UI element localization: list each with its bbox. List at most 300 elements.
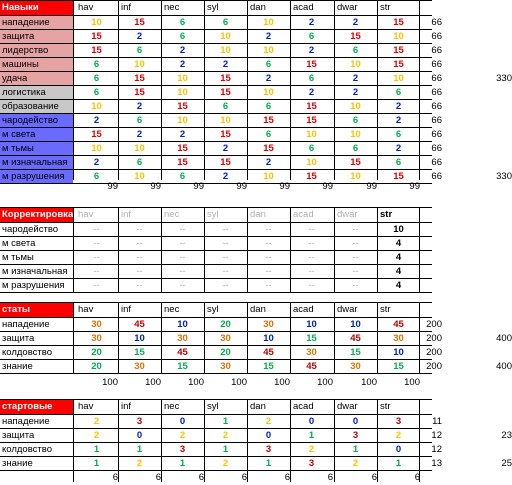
value-cell[interactable]: 3 xyxy=(395,416,402,427)
value-cell[interactable]: 10 xyxy=(134,333,145,344)
value-cell[interactable]: 2 xyxy=(265,31,272,42)
row-label[interactable]: логистика xyxy=(0,86,73,100)
value-cell[interactable]: 45 xyxy=(134,319,145,330)
value-cell[interactable]: 2 xyxy=(136,129,143,140)
value-cell[interactable]: 15 xyxy=(393,59,404,70)
value-cell[interactable]: 2 xyxy=(352,87,359,98)
value-cell[interactable]: 15 xyxy=(177,101,188,112)
row-label[interactable]: колдовство xyxy=(2,347,52,358)
value-cell[interactable]: 2 xyxy=(179,129,186,140)
value-cell[interactable]: 10 xyxy=(350,319,361,330)
value-cell[interactable]: 0 xyxy=(136,430,143,441)
row-total[interactable]: 200 xyxy=(426,347,442,358)
column-sum[interactable]: 99 xyxy=(150,181,161,192)
value-cell[interactable]: 30 xyxy=(306,347,317,358)
value-cell[interactable]: -- xyxy=(222,266,229,277)
value-cell[interactable]: 2 xyxy=(395,115,402,126)
row-extra[interactable] xyxy=(444,346,512,360)
value-cell[interactable]: 4 xyxy=(395,266,402,277)
value-cell[interactable]: 2 xyxy=(308,87,315,98)
row-label[interactable]: чародейство xyxy=(0,114,73,128)
row-total[interactable]: 200 xyxy=(426,333,442,344)
column-header[interactable]: inf xyxy=(121,304,132,315)
row-extra[interactable] xyxy=(444,100,512,114)
value-cell[interactable]: -- xyxy=(93,238,100,249)
value-cell[interactable]: 15 xyxy=(177,157,188,168)
column-header[interactable]: dan xyxy=(250,304,266,315)
value-cell[interactable]: 6 xyxy=(93,59,100,70)
row-total[interactable]: 66 xyxy=(431,143,442,154)
value-cell[interactable]: 2 xyxy=(179,430,186,441)
row-extra[interactable] xyxy=(444,128,512,142)
row-total[interactable]: 200 xyxy=(426,361,442,372)
row-total[interactable]: 66 xyxy=(431,73,442,84)
row-label[interactable]: м разрушения xyxy=(2,280,65,291)
value-cell[interactable]: -- xyxy=(136,238,143,249)
value-cell[interactable]: 15 xyxy=(134,87,145,98)
row-total[interactable]: 66 xyxy=(431,31,442,42)
column-sum[interactable]: 100 xyxy=(145,377,161,388)
value-cell[interactable]: 45 xyxy=(177,347,188,358)
value-cell[interactable]: 2 xyxy=(179,59,186,70)
value-cell[interactable]: 1 xyxy=(179,458,186,469)
row-label[interactable]: колдовство xyxy=(2,444,52,455)
value-cell[interactable]: 30 xyxy=(220,361,231,372)
value-cell[interactable]: 10 xyxy=(263,87,274,98)
value-cell[interactable]: 2 xyxy=(395,143,402,154)
value-cell[interactable]: 6 xyxy=(352,115,359,126)
row-total[interactable]: 66 xyxy=(431,59,442,70)
row-extra[interactable]: 400 xyxy=(496,361,512,372)
value-cell[interactable]: 6 xyxy=(308,143,315,154)
column-sum[interactable]: 99 xyxy=(279,181,290,192)
value-cell[interactable]: 20 xyxy=(91,361,102,372)
value-cell[interactable]: -- xyxy=(136,280,143,291)
value-cell[interactable]: -- xyxy=(308,280,315,291)
value-cell[interactable]: -- xyxy=(308,252,315,263)
value-cell[interactable]: 15 xyxy=(134,73,145,84)
value-cell[interactable]: 10 xyxy=(263,45,274,56)
column-header[interactable]: str xyxy=(380,209,393,220)
column-sum[interactable]: 99 xyxy=(366,181,377,192)
row-label[interactable]: лидерство xyxy=(0,44,73,58)
column-header[interactable]: syl xyxy=(207,401,219,412)
column-sum[interactable]: 100 xyxy=(361,377,377,388)
value-cell[interactable]: 6 xyxy=(395,87,402,98)
column-header[interactable]: nec xyxy=(164,2,180,13)
row-label[interactable]: знание xyxy=(2,458,33,469)
row-label[interactable]: м света xyxy=(0,128,73,142)
value-cell[interactable]: -- xyxy=(136,266,143,277)
value-cell[interactable]: -- xyxy=(136,224,143,235)
column-sum[interactable]: 6 xyxy=(371,472,377,483)
column-sum[interactable]: 6 xyxy=(327,472,333,483)
column-sum[interactable]: 99 xyxy=(236,181,247,192)
section-title[interactable]: Корректировка xyxy=(2,209,74,220)
value-cell[interactable]: 10 xyxy=(263,17,274,28)
value-cell[interactable]: 0 xyxy=(308,416,315,427)
value-cell[interactable]: -- xyxy=(352,266,359,277)
row-extra[interactable] xyxy=(444,114,512,128)
value-cell[interactable]: -- xyxy=(222,252,229,263)
row-total[interactable]: 66 xyxy=(431,115,442,126)
row-extra[interactable]: 330 xyxy=(496,73,512,84)
value-cell[interactable]: 15 xyxy=(350,31,361,42)
column-header[interactable]: dan xyxy=(250,2,266,13)
value-cell[interactable]: 15 xyxy=(177,143,188,154)
column-header[interactable]: hav xyxy=(78,209,94,220)
value-cell[interactable]: -- xyxy=(352,224,359,235)
value-cell[interactable]: 15 xyxy=(134,17,145,28)
column-header[interactable]: nec xyxy=(164,209,180,220)
value-cell[interactable]: 15 xyxy=(220,157,231,168)
value-cell[interactable]: 3 xyxy=(352,430,359,441)
row-total[interactable]: 13 xyxy=(431,458,442,469)
value-cell[interactable]: -- xyxy=(222,224,229,235)
value-cell[interactable]: 6 xyxy=(352,45,359,56)
column-sum[interactable]: 99 xyxy=(409,181,420,192)
value-cell[interactable]: 6 xyxy=(136,45,143,56)
column-header[interactable]: hav xyxy=(78,401,94,412)
value-cell[interactable]: 3 xyxy=(136,416,143,427)
value-cell[interactable]: 20 xyxy=(91,347,102,358)
value-cell[interactable]: 30 xyxy=(134,361,145,372)
value-cell[interactable]: 10 xyxy=(177,73,188,84)
value-cell[interactable]: 10 xyxy=(393,347,404,358)
row-total[interactable]: 66 xyxy=(431,171,442,182)
value-cell[interactable]: 6 xyxy=(136,115,143,126)
value-cell[interactable]: -- xyxy=(179,224,186,235)
value-cell[interactable]: 10 xyxy=(220,45,231,56)
column-header[interactable]: dwar xyxy=(337,2,358,13)
value-cell[interactable]: 6 xyxy=(395,129,402,140)
row-extra[interactable] xyxy=(444,318,512,332)
value-cell[interactable]: 15 xyxy=(306,115,317,126)
value-cell[interactable]: 2 xyxy=(265,73,272,84)
row-extra[interactable] xyxy=(444,16,512,30)
column-header[interactable]: dwar xyxy=(337,209,358,220)
value-cell[interactable]: 0 xyxy=(352,416,359,427)
value-cell[interactable]: 6 xyxy=(93,171,100,182)
value-cell[interactable]: 2 xyxy=(308,444,315,455)
value-cell[interactable]: 1 xyxy=(136,444,143,455)
value-cell[interactable]: 30 xyxy=(91,319,102,330)
value-cell[interactable]: 2 xyxy=(136,31,143,42)
value-cell[interactable]: -- xyxy=(179,266,186,277)
value-cell[interactable]: 15 xyxy=(263,143,274,154)
row-label[interactable]: защита xyxy=(2,430,35,441)
row-total[interactable]: 66 xyxy=(431,87,442,98)
value-cell[interactable]: 15 xyxy=(306,101,317,112)
value-cell[interactable]: 2 xyxy=(222,171,229,182)
row-extra[interactable] xyxy=(444,443,512,457)
column-header[interactable]: syl xyxy=(207,209,219,220)
value-cell[interactable]: -- xyxy=(222,280,229,291)
row-label[interactable]: знание xyxy=(2,361,33,372)
row-label[interactable]: образование xyxy=(0,100,73,114)
value-cell[interactable]: -- xyxy=(265,280,272,291)
value-cell[interactable]: 2 xyxy=(395,430,402,441)
value-cell[interactable]: 2 xyxy=(222,59,229,70)
column-sum[interactable]: 100 xyxy=(188,377,204,388)
value-cell[interactable]: 6 xyxy=(93,87,100,98)
column-header[interactable]: nec xyxy=(164,401,180,412)
column-sum[interactable]: 6 xyxy=(155,472,161,483)
value-cell[interactable]: 45 xyxy=(350,333,361,344)
row-extra[interactable]: 400 xyxy=(496,333,512,344)
column-header[interactable]: acad xyxy=(293,209,314,220)
row-extra[interactable] xyxy=(444,415,512,429)
value-cell[interactable]: 45 xyxy=(393,319,404,330)
value-cell[interactable]: 15 xyxy=(393,361,404,372)
value-cell[interactable]: -- xyxy=(136,252,143,263)
section-title[interactable]: статы xyxy=(0,303,73,317)
value-cell[interactable]: -- xyxy=(222,238,229,249)
value-cell[interactable]: 1 xyxy=(265,458,272,469)
value-cell[interactable]: 10 xyxy=(350,59,361,70)
value-cell[interactable]: 2 xyxy=(222,430,229,441)
value-cell[interactable]: 15 xyxy=(306,59,317,70)
value-cell[interactable]: 15 xyxy=(393,45,404,56)
value-cell[interactable]: -- xyxy=(93,280,100,291)
value-cell[interactable]: 1 xyxy=(93,458,100,469)
value-cell[interactable]: 1 xyxy=(222,416,229,427)
value-cell[interactable]: 10 xyxy=(306,319,317,330)
column-header[interactable]: str xyxy=(380,304,391,315)
value-cell[interactable]: 10 xyxy=(177,319,188,330)
row-total[interactable]: 66 xyxy=(431,45,442,56)
value-cell[interactable]: -- xyxy=(308,224,315,235)
value-cell[interactable]: -- xyxy=(352,252,359,263)
value-cell[interactable]: 0 xyxy=(179,416,186,427)
value-cell[interactable]: 6 xyxy=(179,171,186,182)
value-cell[interactable]: 10 xyxy=(134,171,145,182)
value-cell[interactable]: 6 xyxy=(222,17,229,28)
value-cell[interactable]: 2 xyxy=(93,416,100,427)
row-label[interactable]: удача xyxy=(0,72,73,86)
value-cell[interactable]: 2 xyxy=(352,17,359,28)
value-cell[interactable]: 2 xyxy=(395,101,402,112)
row-extra[interactable] xyxy=(444,142,512,156)
row-extra[interactable]: 330 xyxy=(496,171,512,182)
value-cell[interactable]: -- xyxy=(179,238,186,249)
row-total[interactable]: 66 xyxy=(431,129,442,140)
value-cell[interactable]: 6 xyxy=(222,101,229,112)
value-cell[interactable]: 6 xyxy=(265,101,272,112)
value-cell[interactable]: 3 xyxy=(179,444,186,455)
value-cell[interactable]: 30 xyxy=(393,333,404,344)
column-sum[interactable]: 100 xyxy=(231,377,247,388)
value-cell[interactable]: 6 xyxy=(352,143,359,154)
row-label[interactable]: м изначальная xyxy=(0,156,73,170)
value-cell[interactable]: 30 xyxy=(177,333,188,344)
value-cell[interactable]: 2 xyxy=(308,45,315,56)
value-cell[interactable]: -- xyxy=(265,266,272,277)
row-label[interactable]: нападение xyxy=(0,16,73,30)
value-cell[interactable]: 2 xyxy=(179,45,186,56)
value-cell[interactable]: -- xyxy=(265,252,272,263)
value-cell[interactable]: 1 xyxy=(93,444,100,455)
value-cell[interactable]: 15 xyxy=(306,171,317,182)
value-cell[interactable]: 2 xyxy=(265,416,272,427)
column-header[interactable]: acad xyxy=(293,401,314,412)
row-label[interactable]: машины xyxy=(0,58,73,72)
value-cell[interactable]: 20 xyxy=(220,319,231,330)
value-cell[interactable]: 15 xyxy=(220,73,231,84)
column-sum[interactable]: 100 xyxy=(317,377,333,388)
row-label[interactable]: чародейство xyxy=(2,224,59,235)
value-cell[interactable]: -- xyxy=(265,238,272,249)
value-cell[interactable]: 10 xyxy=(177,115,188,126)
row-label[interactable]: нападение xyxy=(2,319,50,330)
value-cell[interactable]: -- xyxy=(179,280,186,291)
value-cell[interactable]: 10 xyxy=(350,101,361,112)
row-label[interactable]: м света xyxy=(2,238,36,249)
column-sum[interactable]: 99 xyxy=(107,181,118,192)
value-cell[interactable]: 4 xyxy=(395,238,402,249)
row-label[interactable]: м тьмы xyxy=(0,142,73,156)
value-cell[interactable]: 6 xyxy=(179,17,186,28)
row-total[interactable]: 66 xyxy=(431,157,442,168)
column-sum[interactable]: 100 xyxy=(274,377,290,388)
value-cell[interactable]: 15 xyxy=(393,171,404,182)
value-cell[interactable]: 10 xyxy=(91,101,102,112)
row-total[interactable]: 12 xyxy=(431,444,442,455)
row-label[interactable]: м тьмы xyxy=(2,252,34,263)
value-cell[interactable]: 2 xyxy=(352,458,359,469)
value-cell[interactable]: 1 xyxy=(222,444,229,455)
row-extra[interactable] xyxy=(444,86,512,100)
column-header[interactable]: syl xyxy=(207,2,219,13)
value-cell[interactable]: 15 xyxy=(350,347,361,358)
value-cell[interactable]: 3 xyxy=(308,458,315,469)
value-cell[interactable]: -- xyxy=(93,252,100,263)
value-cell[interactable]: 6 xyxy=(265,129,272,140)
column-sum[interactable]: 100 xyxy=(404,377,420,388)
value-cell[interactable]: 0 xyxy=(265,430,272,441)
value-cell[interactable]: 15 xyxy=(91,45,102,56)
value-cell[interactable]: -- xyxy=(93,224,100,235)
column-header[interactable]: inf xyxy=(121,209,132,220)
value-cell[interactable]: 2 xyxy=(93,157,100,168)
value-cell[interactable]: 15 xyxy=(306,333,317,344)
column-header[interactable]: nec xyxy=(164,304,180,315)
column-sum[interactable]: 6 xyxy=(112,472,118,483)
row-extra[interactable] xyxy=(444,44,512,58)
column-sum[interactable]: 6 xyxy=(241,472,247,483)
column-header[interactable]: dan xyxy=(250,209,266,220)
value-cell[interactable]: 1 xyxy=(352,444,359,455)
value-cell[interactable]: 10 xyxy=(350,171,361,182)
value-cell[interactable]: 6 xyxy=(395,157,402,168)
row-label[interactable]: м разрушения xyxy=(0,170,73,184)
column-header[interactable]: str xyxy=(380,401,391,412)
value-cell[interactable]: 45 xyxy=(306,361,317,372)
value-cell[interactable]: -- xyxy=(179,252,186,263)
value-cell[interactable]: 10 xyxy=(134,59,145,70)
row-extra[interactable] xyxy=(444,58,512,72)
column-header[interactable]: hav xyxy=(78,304,94,315)
value-cell[interactable]: -- xyxy=(352,238,359,249)
column-header[interactable]: syl xyxy=(207,304,219,315)
value-cell[interactable]: 1 xyxy=(395,458,402,469)
value-cell[interactable]: 15 xyxy=(393,17,404,28)
column-sum[interactable]: 6 xyxy=(284,472,290,483)
column-sum[interactable]: 99 xyxy=(193,181,204,192)
column-header[interactable]: dan xyxy=(250,401,266,412)
column-header[interactable]: acad xyxy=(293,304,314,315)
row-extra[interactable]: 23 xyxy=(501,430,512,441)
value-cell[interactable]: 10 xyxy=(393,224,404,235)
value-cell[interactable]: 2 xyxy=(265,157,272,168)
value-cell[interactable]: 6 xyxy=(93,73,100,84)
column-sum[interactable]: 99 xyxy=(322,181,333,192)
value-cell[interactable]: 10 xyxy=(134,143,145,154)
column-sum[interactable]: 6 xyxy=(198,472,204,483)
value-cell[interactable]: 30 xyxy=(350,361,361,372)
row-extra[interactable] xyxy=(444,156,512,170)
value-cell[interactable]: -- xyxy=(308,266,315,277)
row-total[interactable]: 11 xyxy=(432,416,442,427)
value-cell[interactable]: 10 xyxy=(263,171,274,182)
value-cell[interactable]: 10 xyxy=(91,17,102,28)
column-header[interactable]: hav xyxy=(78,2,94,13)
value-cell[interactable]: -- xyxy=(93,266,100,277)
value-cell[interactable]: 15 xyxy=(134,347,145,358)
value-cell[interactable]: 10 xyxy=(220,115,231,126)
column-sum[interactable]: 6 xyxy=(414,472,420,483)
value-cell[interactable]: 10 xyxy=(306,129,317,140)
value-cell[interactable]: 15 xyxy=(263,115,274,126)
value-cell[interactable]: 2 xyxy=(136,101,143,112)
value-cell[interactable]: 10 xyxy=(91,143,102,154)
value-cell[interactable]: 15 xyxy=(91,31,102,42)
value-cell[interactable]: 30 xyxy=(263,319,274,330)
row-label[interactable]: м изначальная xyxy=(2,266,68,277)
value-cell[interactable]: 15 xyxy=(177,361,188,372)
value-cell[interactable]: 2 xyxy=(308,17,315,28)
value-cell[interactable]: 2 xyxy=(352,73,359,84)
value-cell[interactable]: 15 xyxy=(220,87,231,98)
value-cell[interactable]: 15 xyxy=(91,129,102,140)
column-header[interactable]: acad xyxy=(293,2,314,13)
value-cell[interactable]: 30 xyxy=(91,333,102,344)
value-cell[interactable]: 15 xyxy=(220,129,231,140)
value-cell[interactable]: 3 xyxy=(265,444,272,455)
value-cell[interactable]: 10 xyxy=(177,87,188,98)
row-total[interactable]: 200 xyxy=(426,319,442,330)
column-header[interactable]: dwar xyxy=(337,304,358,315)
value-cell[interactable]: 2 xyxy=(136,458,143,469)
value-cell[interactable]: 4 xyxy=(395,252,402,263)
value-cell[interactable]: 10 xyxy=(263,333,274,344)
value-cell[interactable]: -- xyxy=(352,280,359,291)
value-cell[interactable]: 20 xyxy=(220,347,231,358)
value-cell[interactable]: 2 xyxy=(222,143,229,154)
value-cell[interactable]: 1 xyxy=(308,430,315,441)
value-cell[interactable]: 10 xyxy=(350,129,361,140)
value-cell[interactable]: 10 xyxy=(393,73,404,84)
row-extra[interactable]: 25 xyxy=(501,458,512,469)
column-sum[interactable]: 100 xyxy=(102,377,118,388)
row-extra[interactable] xyxy=(444,30,512,44)
value-cell[interactable]: 6 xyxy=(265,59,272,70)
value-cell[interactable]: 2 xyxy=(222,458,229,469)
row-label[interactable]: защита xyxy=(2,333,35,344)
value-cell[interactable]: 10 xyxy=(220,31,231,42)
value-cell[interactable]: 6 xyxy=(136,157,143,168)
value-cell[interactable]: 10 xyxy=(306,157,317,168)
